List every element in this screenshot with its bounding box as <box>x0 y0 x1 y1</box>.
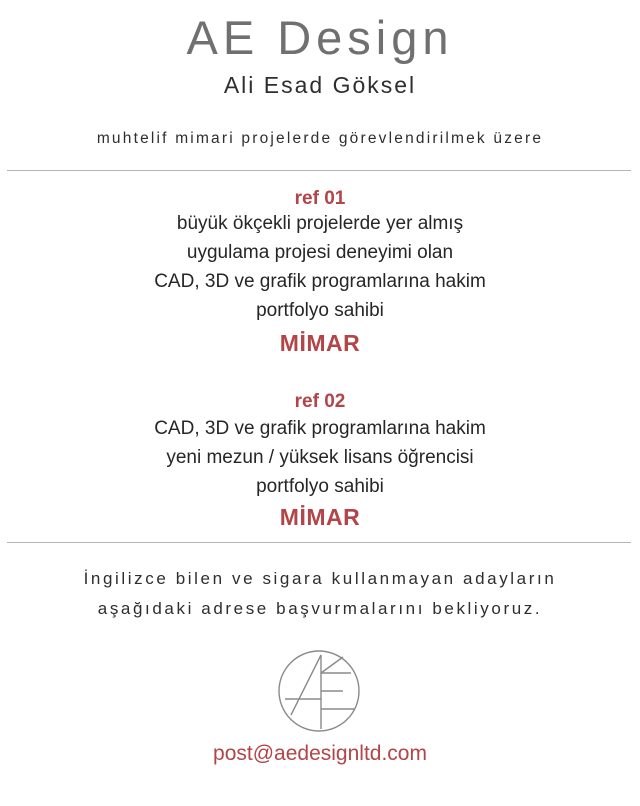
closing-line-2: aşağıdaki adrese başvurmalarını bekliyoruz. <box>97 599 543 618</box>
ref-01-line-3: CAD, 3D ve grafik programlarına hakim <box>154 271 486 292</box>
ref-01-line-4: portfolyo sahibi <box>256 300 384 321</box>
ref-02-line-2: yeni mezun / yüksek lisans öğrencisi <box>166 447 474 468</box>
ref-02-line-1: CAD, 3D ve grafik programlarına hakim <box>154 418 486 439</box>
closing-line-1: İngilizce bilen ve sigara kullanmayan adayların <box>83 569 557 588</box>
person-name: Ali Esad Göksel <box>223 72 417 98</box>
ref-01-role: MİMAR <box>279 330 361 356</box>
ref-02-line-3: portfolyo sahibi <box>256 476 384 497</box>
ref-01-line-1: büyük ökçekli projelerde yer almış <box>176 213 464 234</box>
ref-01-line-2: uygulama projesi deneyimi olan <box>186 242 454 263</box>
ref-02-role: MİMAR <box>279 504 361 530</box>
ref-01-label: ref 01 <box>294 188 346 209</box>
brand-title: AE Design <box>186 11 454 64</box>
intro-text: muhtelif mimari projelerde görevlendirilmek üzere <box>96 130 544 147</box>
divider-top <box>7 170 631 171</box>
ref-02-label: ref 02 <box>294 391 346 412</box>
contact-email-link[interactable]: post@aedesignltd.com <box>213 742 427 765</box>
divider-bottom <box>7 542 631 543</box>
ae-monogram-circle-logo-icon <box>277 649 361 733</box>
